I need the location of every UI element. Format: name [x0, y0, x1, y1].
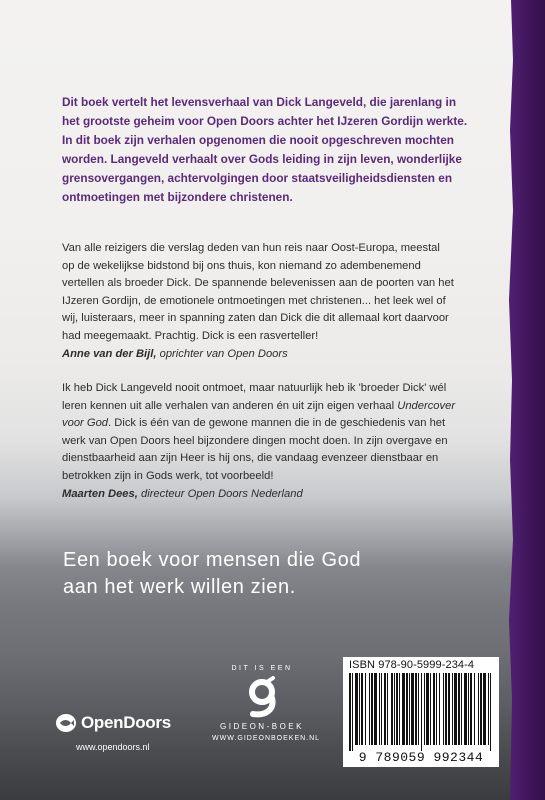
- quote-line: . Dick is één van de gewone mannen die in de geschiedenis van het: [108, 417, 446, 430]
- quote-line: wij, luisteraars, meer in spanning zaten dan Dick die dit allemaal kort daarvoor: [62, 312, 449, 325]
- barcode: [349, 673, 493, 751]
- isbn-digits: 9 789059 992344: [358, 750, 484, 765]
- intro-line: grensovergangen, achtervolgingen door staatsveiligheidsdiensten en: [62, 171, 453, 185]
- quote-anne-van-der-bijl: [62, 240, 514, 363]
- open-doors-fish-icon: [55, 713, 77, 733]
- quote-attribution: [62, 348, 288, 360]
- tagline-line: aan het werk willen zien.: [63, 576, 296, 598]
- quote-line: had meegemaakt. Prachtig. Dick is een rasverteller!: [62, 329, 319, 342]
- quote-line: betrokken zijn in Gods werk, tot voorbeeld!: [62, 469, 274, 482]
- quote-attribution: [62, 488, 303, 500]
- gideon-url: WWW.GIDEONBOEKEN.NL: [212, 735, 321, 742]
- quote-line: leren kennen uit alle verhalen van anderen én uit zijn eigen verhaal: [62, 399, 398, 412]
- quote-line: dienstbaarheid aan zijn Heer is hij ons, die vandaag evenzeer dienstbaar en: [62, 452, 439, 465]
- quote-author: Anne van der Bijl,: [62, 347, 157, 360]
- quote-line: IJzeren Gordijn, de emotionele ontmoetingen met christenen... het leek wel of: [62, 294, 446, 307]
- quote-author: Maarten Dees,: [62, 487, 138, 500]
- quote-author-role: directeur Open Doors Nederland: [137, 487, 303, 500]
- quote-line: Ik heb Dick Langeveld nooit ontmoet, maar natuurlijk heb ik 'broeder Dick' wél: [62, 382, 447, 394]
- book-title: Undercover: [397, 399, 456, 412]
- intro-line: In dit boek zijn verhalen opgenomen die nooit opgeschreven mochten: [62, 133, 454, 147]
- quote-maarten-dees: [62, 380, 514, 503]
- quote-line: Van alle reizigers die verslag deden van hun reis naar Oost-Europa, meestal: [62, 242, 440, 254]
- open-doors-logo: [55, 712, 171, 734]
- book-title: voor God: [62, 417, 109, 430]
- isbn-label: ISBN 978-90-5999-234-4: [349, 659, 475, 671]
- gideon-g-icon: [245, 676, 279, 718]
- tagline-line: Een boek voor mensen die God: [63, 549, 362, 571]
- tagline: [63, 547, 483, 601]
- quote-author-role: oprichter van Open Doors: [156, 347, 288, 360]
- intro-line: het grootste geheim voor Open Doors achter het IJzeren Gordijn werkte.: [62, 114, 468, 128]
- gideon-top-text: DIT IS EEN: [231, 665, 293, 672]
- book-spine: [513, 0, 545, 800]
- isbn-barcode-box: [343, 657, 499, 767]
- quote-line: vertellen als broeder Dick. De spannende belevenissen aan de poorten van het: [62, 277, 454, 290]
- gideon-name: GIDEON-BOEK: [220, 722, 304, 731]
- intro-line: ontmoetingen met bijzondere christenen.: [62, 190, 293, 204]
- open-doors-url: www.opendoors.nl: [76, 742, 150, 752]
- quote-line: op de wekelijkse bidstond bij ons thuis, kon niemand zo adembenemend: [62, 259, 421, 272]
- intro-paragraph: [62, 93, 512, 207]
- intro-line: Dit boek vertelt het levensverhaal van Dick Langeveld, die jarenlang in: [62, 95, 457, 109]
- gideon-logo: [212, 665, 321, 742]
- intro-line: worden. Langeveld verhaalt over Gods leiding in zijn leven, wonderlijke: [62, 152, 462, 166]
- quote-line: werk van Open Doors heel bijzondere dingen mocht doen. In zijn overgave en: [62, 434, 448, 447]
- open-doors-wordmark: OpenDoors: [81, 713, 171, 732]
